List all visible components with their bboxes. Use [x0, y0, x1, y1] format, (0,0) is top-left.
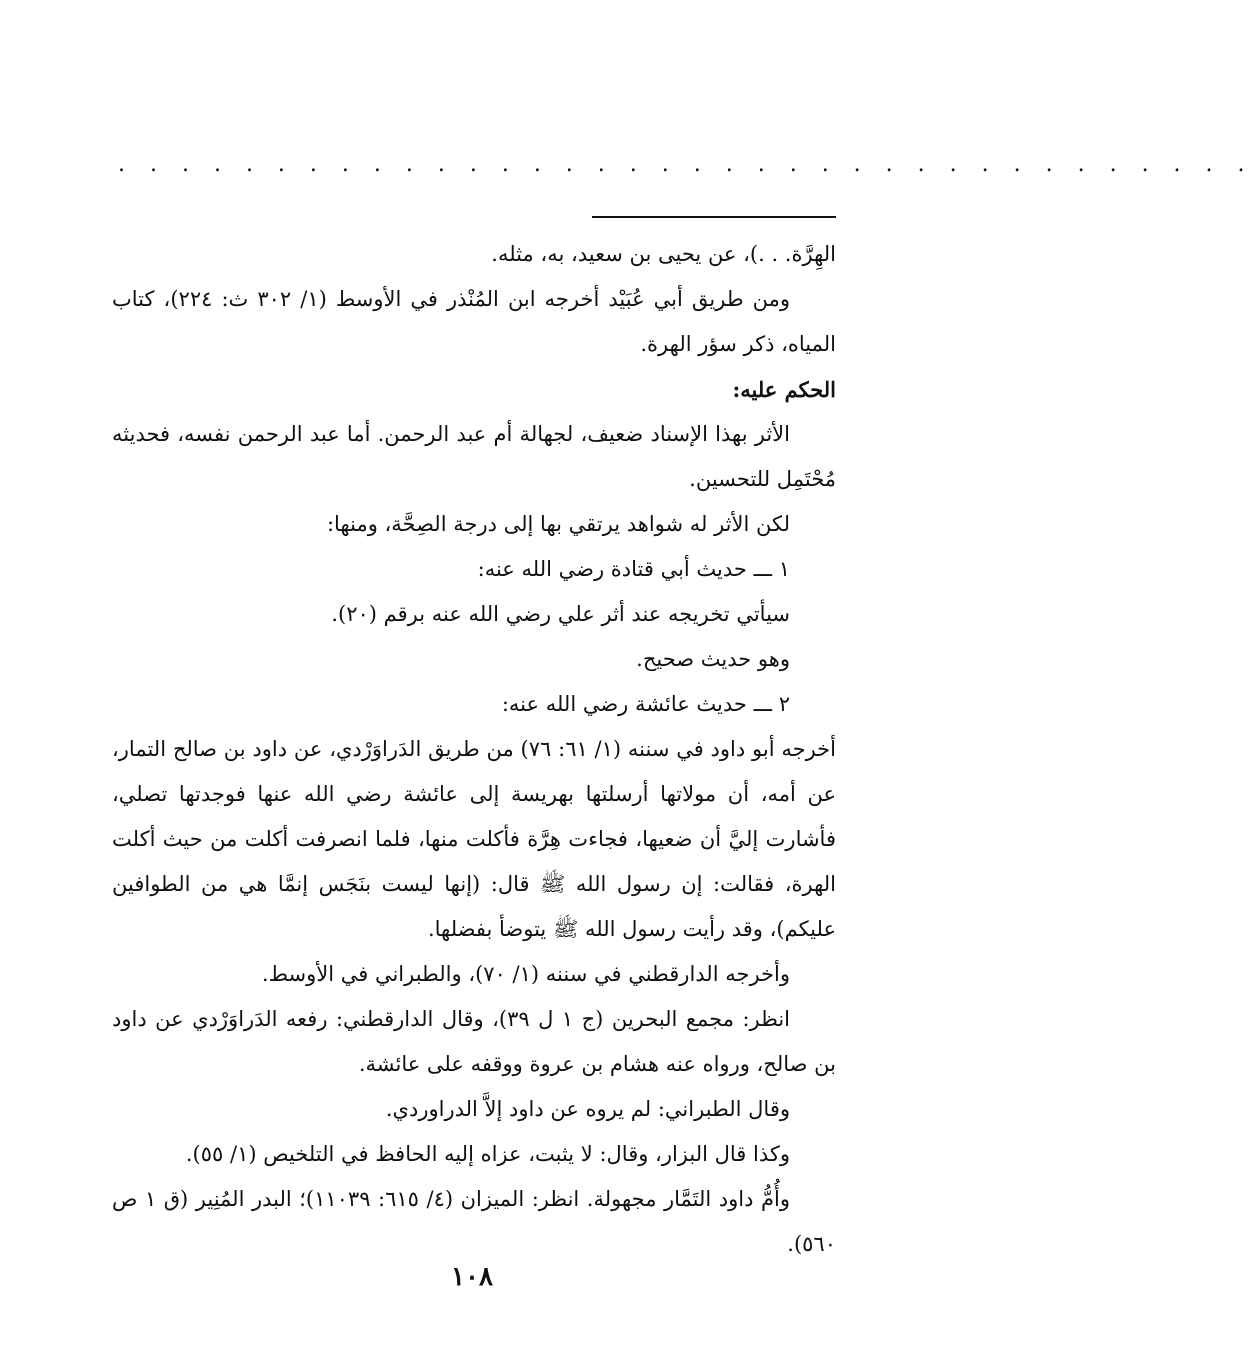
ellipsis-separator: . . . . . . . . . . . . . . . . . . . . . . . . . . . . . . . . . . . . — [118, 152, 1254, 177]
footnote-rule — [592, 216, 836, 218]
text-line: ومن طريق أبي عُبَيْد أخرجه ابن المُنْذر في الأوسط (١/ ٣٠٢ ث: ٢٢٤)، كتاب المياه، ذكر سؤر الهرة. — [112, 287, 836, 356]
text-line: وهو حديث صحيح. — [636, 647, 790, 671]
text-line: لكن الأثر له شواهد يرتقي بها إلى درجة الصِحَّة، ومنها: — [326, 512, 790, 536]
text-line: وقال الطبراني: لم يروه عن داود إلاَّ الدراوردي. — [385, 1097, 790, 1121]
text-line: وأخرجه الدارقطني في سننه (١/ ٧٠)، والطبراني في الأوسط. — [261, 962, 790, 986]
text-line: سيأتي تخريجه عند أثر علي رضي الله عنه برقم (٢٠). — [331, 602, 790, 626]
text-line: انظر: مجمع البحرين (ج ١ ل ٣٩)، وقال الدارقطني: رفعه الدَراوَرْدي عن داود بن صالح، ورواه عنه هشام بن عروة ووقفه على عائشة. — [112, 1007, 836, 1076]
text-line: الأثر بهذا الإسناد ضعيف، لجهالة أم عبد الرحمن. أما عبد الرحمن نفسه، فحديثه مُحْتَمِل للتحسين. — [112, 422, 836, 491]
list-item: ٢ ـــ حديث عائشة رضي الله عنه: — [501, 692, 790, 716]
text-line: أخرجه أبو داود في سننه (١/ ٦١: ٧٦) من طريق الدَراوَرْدي، عن داود بن صالح التمار، عن أمه، أن مولاتها أرسلتها بهريسة إلى عائشة رضي الله عنها فوجدتها تصلي، فأشارت إليَّ أن ضعيها، فجاءت هِرَّة فأكلت منها، فلما انصرفت أكلت من حيث أكلت الهرة، فقالت: إن رسول الله ﷺ قال: (إنها ليست بنَجَس إنمَّا هي من الطوافين عليكم)، وقد رأيت رسول الله ﷺ يتوضأ بفضلها. — [112, 737, 836, 941]
footnote-body — [112, 232, 836, 1267]
section-heading: الحكم عليه: — [732, 377, 836, 402]
list-item: ١ ـــ حديث أبي قتادة رضي الله عنه: — [477, 557, 790, 581]
text-line: الهِرَّة. . .)، عن يحيى بن سعيد، به، مثله. — [491, 242, 836, 266]
page-number: ١٠٨ — [451, 1262, 493, 1292]
text-line: وكذا قال البزار، وقال: لا يثبت، عزاه إليه الحافظ في التلخيص (١/ ٥٥). — [185, 1142, 790, 1166]
text-line: وأُمُّ داود التَمَّار مجهولة. انظر: الميزان (٤/ ٦١٥: ١١٠٣٩)؛ البدر المُنِير (ق ١ ص ٥٦٠). — [112, 1187, 836, 1256]
